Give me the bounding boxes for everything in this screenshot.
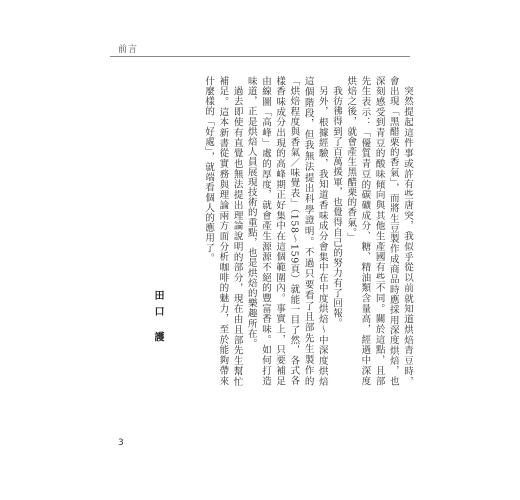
- paragraph: 過去即使有直覺也無法提出理論說明的部分，現在由且部先生幫忙補足。這本新書從實務與理論兩方面分析咖啡的魅力，至於能夠帶來什麼樣的「好處」，就端看個人的應用了。: [203, 76, 243, 386]
- body-text: [201, 76, 414, 386]
- page-number: 3: [118, 438, 124, 448]
- header-rule: [110, 56, 410, 57]
- paragraph: 我彷彿得到了百萬援軍，也覺得自己的努力有了回報。: [330, 85, 342, 328]
- author-signature: 田口 護: [152, 290, 163, 348]
- running-head: 前言: [118, 45, 139, 55]
- paragraph: 突然提起這件事或許有些唐突，我似乎從以前就知道烘焙青豆時，會出現「黑醋栗的香氣」，而將生豆製作成商品時應採用深度烘焙，也深刻感受到青豆的酸味傾向與其他生產國有些不同。關於這點，且部先生表示：「優質青豆的碳礦成分、糖、精油類含量高，經過中深度烘焙之後，就會產生黑醋栗的香氣。」: [345, 76, 413, 386]
- paragraph: 另外，根據經驗，我知道香味成分會集中在中度烘焙～中深度烘焙這個階段，但我無法提出科學證明。不過只要看了且部先生製作的「烘焙程度與香氣／味覺表」（158～159頁）就能一目了然，各式各樣香味成分出現的高峰期正好集中在這個範圍內。事實上，只要補足由線圖「高峰」處的厚度，就會產生源源不絕的豐富香味。如何打造味道，正是烘焙人員展現技術的重點，也是烘焙的樂趣所在。: [245, 76, 328, 386]
